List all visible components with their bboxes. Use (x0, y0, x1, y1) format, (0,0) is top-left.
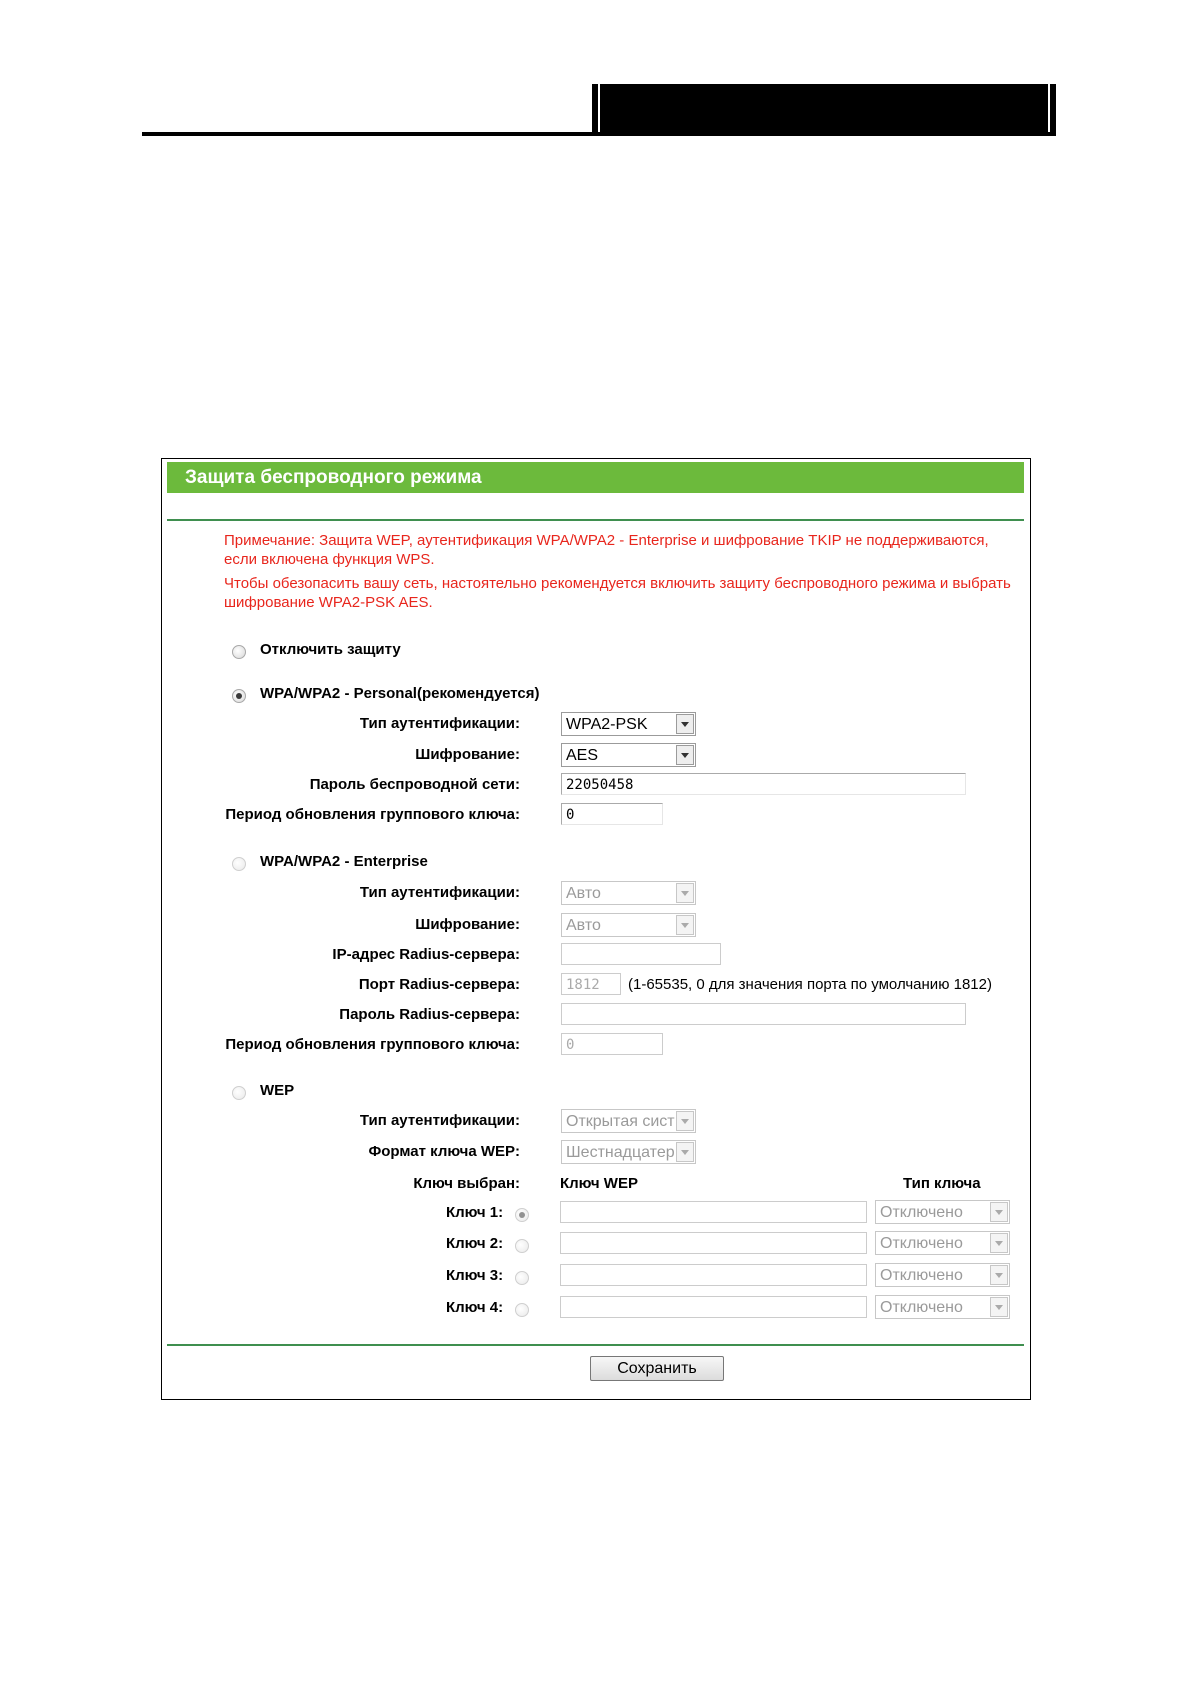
disable-security-label: Отключить защиту (260, 641, 401, 658)
panel-title: Защита беспроводного режима (167, 462, 1024, 493)
key-2-input[interactable] (560, 1232, 867, 1254)
wireless-password-input[interactable]: 22050458 (561, 773, 966, 795)
wep-key-header: Ключ WEP (560, 1175, 638, 1192)
wep-label: WEP (260, 1082, 295, 1099)
key-3-type-select[interactable] (875, 1263, 1010, 1287)
wep-auth-value: Открытая сист (566, 1113, 675, 1130)
enterprise-enc-select[interactable] (561, 913, 696, 937)
wireless-password-label: Пароль беспроводной сети: (309, 776, 520, 793)
disable-security-radio[interactable] (232, 645, 246, 659)
key-1-type-value: Отключено (880, 1204, 963, 1221)
header-banner-stripe (598, 84, 600, 136)
personal-enc-value: AES (566, 747, 599, 764)
key-4-input[interactable] (560, 1296, 867, 1318)
wep-radio[interactable] (232, 1086, 246, 1100)
wpa-enterprise-label: WPA/WPA2 - Enterprise (260, 853, 428, 870)
personal-auth-select[interactable] (561, 712, 696, 736)
enterprise-group-key-input[interactable]: 0 (561, 1033, 663, 1055)
enterprise-enc-label: Шифрование: (415, 916, 520, 933)
key-selected-header: Ключ выбран: (413, 1175, 520, 1192)
personal-enc-label: Шифрование: (415, 746, 520, 763)
enterprise-group-key-label: Период обновления группового ключа: (225, 1036, 520, 1053)
key-4-type-value: Отключено (880, 1299, 963, 1316)
radius-password-label: Пароль Radius-сервера: (339, 1006, 520, 1023)
key-2-label: Ключ 2: (446, 1235, 504, 1252)
divider (167, 1344, 1024, 1346)
radius-port-input[interactable]: 1812 (561, 973, 621, 995)
chevron-down-icon (676, 1142, 694, 1162)
key-2-type-select[interactable] (875, 1231, 1010, 1255)
personal-enc-select[interactable] (561, 743, 696, 767)
key-1-input[interactable] (560, 1201, 867, 1223)
chevron-down-icon (990, 1297, 1008, 1317)
chevron-down-icon (676, 915, 694, 935)
key-4-label: Ключ 4: (446, 1299, 504, 1316)
header-rule (142, 132, 1056, 136)
key-3-radio[interactable] (515, 1271, 529, 1285)
enterprise-auth-label: Тип аутентификации: (359, 884, 520, 901)
wep-format-label: Формат ключа WEP: (368, 1143, 520, 1160)
divider (167, 519, 1024, 521)
wep-auth-label: Тип аутентификации: (359, 1112, 520, 1129)
key-type-header: Тип ключа (903, 1175, 981, 1192)
chevron-down-icon (990, 1202, 1008, 1222)
wep-auth-select[interactable] (561, 1109, 696, 1133)
enterprise-enc-value: Авто (566, 917, 601, 934)
radius-port-hint: (1-65535, 0 для значения порта по умолчанию 1812) (628, 976, 992, 993)
key-3-type-value: Отключено (880, 1267, 963, 1284)
radius-ip-label: IP-адрес Radius-сервера: (332, 946, 520, 963)
header-banner-stripe (1048, 84, 1050, 136)
key-4-radio[interactable] (515, 1303, 529, 1317)
security-recommendation: Чтобы обезопасить вашу сеть, настоятельно рекомендуется включить защиту беспроводного режима и выбрать шифрование WPA2-PSK AES. (224, 575, 1011, 611)
wpa-personal-radio[interactable] (232, 689, 246, 703)
personal-auth-label: Тип аутентификации: (359, 715, 520, 732)
wps-note: Примечание: Защита WEP, аутентификация WPA/WPA2 - Enterprise и шифрование TKIP не поддерживаются, если включена функция WPS. (224, 532, 989, 568)
chevron-down-icon (676, 883, 694, 903)
key-3-input[interactable] (560, 1264, 867, 1286)
key-4-type-select[interactable] (875, 1295, 1010, 1319)
radius-password-input[interactable] (561, 1003, 966, 1025)
header-banner (592, 84, 1056, 136)
chevron-down-icon (676, 745, 694, 765)
enterprise-auth-select[interactable] (561, 881, 696, 905)
wpa-enterprise-radio[interactable] (232, 857, 246, 871)
wireless-security-panel (161, 458, 1031, 1400)
wpa-personal-label: WPA/WPA2 - Personal(рекомендуется) (260, 685, 540, 702)
personal-group-key-label: Период обновления группового ключа: (225, 806, 520, 823)
chevron-down-icon (676, 1111, 694, 1131)
enterprise-auth-value: Авто (566, 885, 601, 902)
radius-ip-input[interactable] (561, 943, 721, 965)
wep-format-select[interactable] (561, 1140, 696, 1164)
radius-port-label: Порт Radius-сервера: (358, 976, 520, 993)
key-2-radio[interactable] (515, 1239, 529, 1253)
wep-format-value: Шестнадцатер (566, 1144, 675, 1161)
chevron-down-icon (676, 714, 694, 734)
personal-group-key-input[interactable]: 0 (561, 803, 663, 825)
save-button[interactable]: Сохранить (590, 1356, 724, 1381)
key-1-label: Ключ 1: (446, 1204, 504, 1221)
chevron-down-icon (990, 1265, 1008, 1285)
key-1-radio[interactable] (515, 1208, 529, 1222)
chevron-down-icon (990, 1233, 1008, 1253)
key-1-type-select[interactable] (875, 1200, 1010, 1224)
key-2-type-value: Отключено (880, 1235, 963, 1252)
personal-auth-value: WPA2-PSK (566, 716, 648, 733)
key-3-label: Ключ 3: (446, 1267, 504, 1284)
